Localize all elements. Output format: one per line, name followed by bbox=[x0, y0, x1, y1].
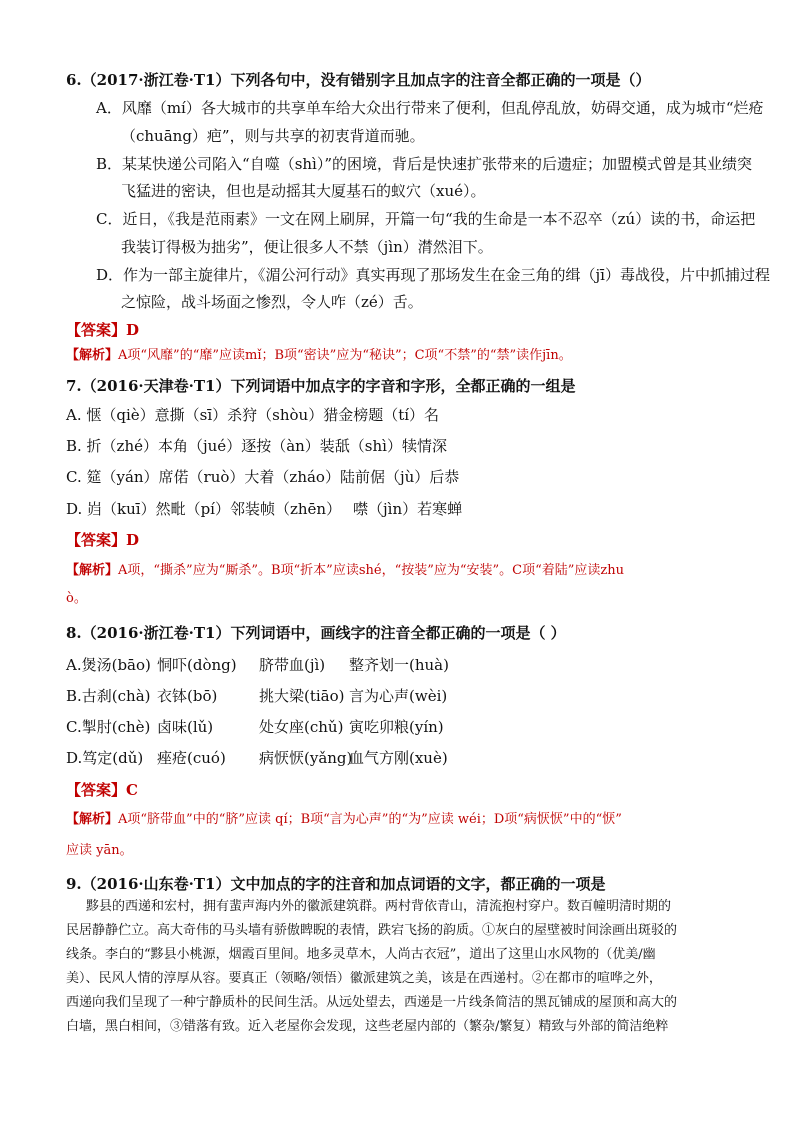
explanation-text: A项，“撕杀”应为“厮杀”。B项“折本”应读shé，“按装”应为“安装”。C项“着陆”应读zhu bbox=[118, 563, 624, 578]
q7-option-d bbox=[66, 499, 341, 519]
q7-explanation-line1 bbox=[66, 562, 624, 580]
q9-passage-line5: 西递向我们呈现了一种宁静质朴的民间生活。从远处望去，西递是一片线条简洁的黑瓦铺成的屋顶和高大的 bbox=[66, 995, 678, 1010]
q6-option-d-line2: 之惊险，战斗场面之惨烈，令人咋（zé）舌。 bbox=[121, 293, 423, 311]
question-7-title: 7.（2016·天津卷·T1）下列词语中加点字的字音和字形，全都正确的一组是 bbox=[66, 377, 576, 395]
explanation-tag: 【解析】 bbox=[66, 563, 119, 578]
explanation-tag: 【解析】 bbox=[66, 348, 119, 363]
q8-row-b-col4: 言为心声(wèi) bbox=[349, 687, 448, 705]
q8-row-a-col4: 整齐划一(huà) bbox=[349, 656, 449, 674]
answer-value: D bbox=[126, 531, 140, 549]
question-9-title: 9.（2016·山东卷·T1）文中加点的字的注音和加点词语的文字，都正确的一项是 bbox=[66, 875, 606, 893]
q6-option-a-line2: （chuāng）疤”，则与共享的初衷背道而驰。 bbox=[121, 127, 425, 145]
explanation-text: A项“脐带血”中的“脐”应读 qí；B项“言为心声”的“为”应读 wéi；D项“病恹恹”中的“恹” bbox=[118, 812, 622, 827]
explanation-text: A项“风靡”的“靡”应读mǐ；B项“密诀”应为“秘诀”；C项“不禁”的“禁”读作jīn。 bbox=[118, 348, 572, 363]
answer-tag: 【答案】 bbox=[66, 781, 127, 799]
q8-row-b-col3: 挑大梁(tiāo) bbox=[259, 687, 345, 705]
question-8-title: 8.（2016·浙江卷·T1）下列词语中，画线字的注音全都正确的一项是（ ） bbox=[66, 624, 566, 642]
q6-option-b-line1: B．某某快递公司陷入“自噬（shì）”的困境，背后是快速扩张带来的后遗症；加盟模式曾是其业绩突 bbox=[96, 155, 753, 173]
q8-row-a-col2: 恫吓(dòng) bbox=[157, 656, 237, 674]
explanation-tag: 【解析】 bbox=[66, 812, 119, 827]
q7-option-d-part1: D. 岿（kuī）然毗（pí）邻装帧（zhēn） bbox=[66, 500, 342, 518]
q8-row-a-col1: A.煲汤(bāo) bbox=[66, 656, 151, 674]
q8-row-c-col4: 寅吃卯粮(yín) bbox=[349, 718, 444, 736]
q6-option-d-line1: D．作为一部主旋律片，《湄公河行动》真实再现了那场发生在金三角的缉（jī）毒战役，片中抓捕过程 bbox=[96, 266, 770, 284]
q8-row-c-col1: C.掣肘(chè) bbox=[66, 718, 151, 736]
q6-option-a-line1: A．风靡（mí）各大城市的共享单车给大众出行带来了便利，但乱停乱放，妨碍交通，成为城市“烂疮 bbox=[96, 99, 764, 117]
q7-option-c: C. 筵（yán）席偌（ruò）大着（zháo）陆前倨（jù）后恭 bbox=[66, 468, 460, 486]
q8-row-c-col3: 处女座(chǔ) bbox=[259, 718, 344, 736]
q8-row-b-col2: 衣钵(bō) bbox=[157, 687, 218, 705]
q8-row-c-col2: 卤味(lǔ) bbox=[157, 718, 214, 736]
q6-option-b-line2: 飞猛进的密诀，但也是动摇其大厦基石的蚁穴（xué）。 bbox=[121, 182, 486, 200]
answer-tag: 【答案】 bbox=[66, 321, 127, 339]
q9-passage-line2: 民居静静伫立。高大奇伟的马头墙有骄傲睥睨的表情，跌宕飞扬的韵质。①灰白的屋壁被时间涂画出斑驳的 bbox=[66, 923, 678, 938]
question-6-title: 6.（2017·浙江卷·T1）下列各句中，没有错别字且加点字的注音全都正确的一项是（） bbox=[66, 71, 651, 89]
q7-explanation-line2: ò。 bbox=[66, 591, 87, 606]
q8-row-d-col4: 血气方刚(xuè) bbox=[349, 749, 448, 767]
answer-tag: 【答案】 bbox=[66, 531, 127, 549]
q8-row-d-col2: 痤疮(cuó) bbox=[157, 749, 226, 767]
q8-row-d-col1: D.笃定(dǔ) bbox=[66, 749, 144, 767]
q7-answer bbox=[66, 530, 139, 550]
q8-explanation-line1 bbox=[66, 811, 622, 829]
answer-value: D bbox=[126, 321, 140, 339]
q9-passage-line4: 美）、民风人情的淳厚从容。要真正（领略/领悟）徽派建筑之美，该是在西递村。②在都市的喧哗之外， bbox=[66, 971, 662, 986]
answer-value: C bbox=[126, 781, 138, 799]
q7-option-a: A. 惬（qiè）意撕（sī）杀狩（shòu）猎金榜题（tí）名 bbox=[66, 406, 440, 424]
q8-row-a-col3: 脐带血(jì) bbox=[259, 656, 326, 674]
q7-option-b: B. 折（zhé）本角（jué）逐按（àn）装舐（shì）犊情深 bbox=[66, 437, 447, 455]
q6-explanation bbox=[66, 347, 572, 365]
q7-option-d-part2: 噤（jìn）若寒蝉 bbox=[353, 500, 463, 518]
q8-answer bbox=[66, 780, 138, 800]
q9-passage-line6: 白墙，黑白相间，③错落有致。近入老屋你会发现，这些老屋内部的（繁杂/繁复）精致与外部的简洁绝粹 bbox=[66, 1019, 669, 1034]
q9-passage-line3: 线条。李白的“黟县小桃源，烟霞百里间。地多灵草木，人尚古衣冠”，道出了这里山水风物的（优美/幽 bbox=[66, 947, 656, 962]
q8-row-b-col1: B.古刹(chà) bbox=[66, 687, 151, 705]
q6-option-c-line1: C．近日，《我是范雨素》一文在网上刷屏，开篇一句“我的生命是一本不忍卒（zú）读的书，命运把 bbox=[96, 210, 756, 228]
q8-explanation-line2: 应读 yān。 bbox=[66, 843, 133, 858]
q6-answer bbox=[66, 320, 139, 340]
q6-option-c-line2: 我装订得极为拙劣”，便让很多人不禁（jìn）潸然泪下。 bbox=[121, 238, 493, 256]
q9-passage-line1: 黟县的西递和宏村，拥有蜚声海内外的徽派建筑群。两村背依青山，清流抱村穿户。数百幢明清时期的 bbox=[86, 899, 672, 914]
q8-row-d-col3: 病恹恹(yǎng) bbox=[259, 749, 353, 767]
